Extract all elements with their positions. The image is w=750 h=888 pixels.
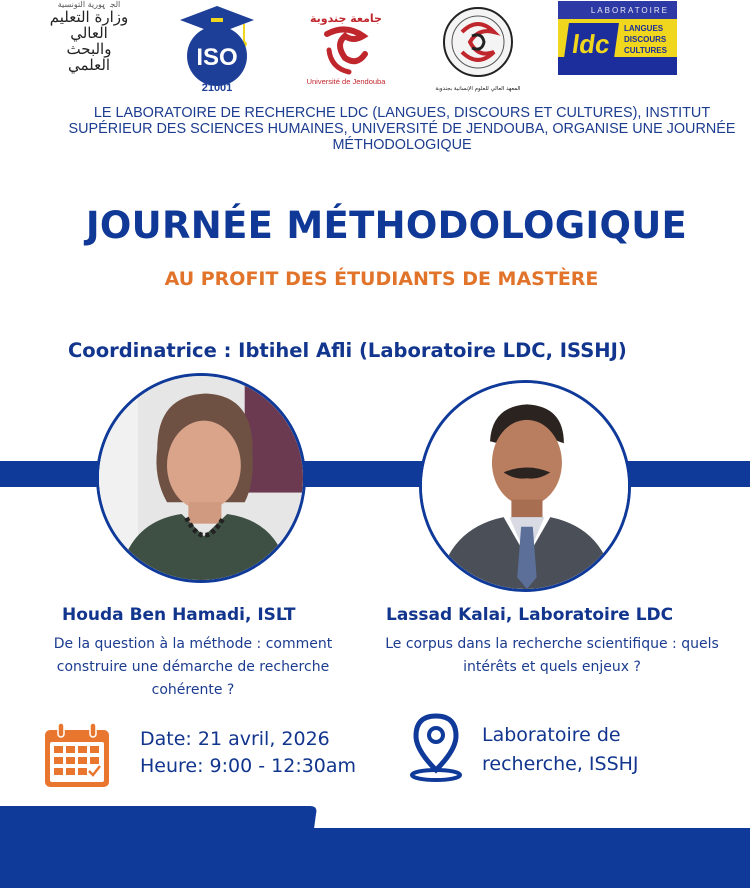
- event-subtitle: AU PROFIT DES ÉTUDIANTS DE MASTÈRE: [164, 268, 599, 290]
- ldc-word-2: DISCOURS: [624, 35, 667, 44]
- ldc-logo-mark: ldc: [563, 23, 619, 65]
- event-date: Date: 21 avril, 2026: [140, 728, 330, 750]
- iso-logo-text: ISO: [196, 44, 238, 71]
- ldc-word-3: CULTURES: [624, 46, 667, 55]
- speaker-name-2: Lassad Kalai, Laboratoire LDC: [386, 605, 674, 625]
- event-location: Laboratoire de recherche, ISSHJ: [482, 724, 639, 775]
- jendouba-logo-arabic: جامعة جندوبة: [310, 12, 382, 25]
- ministry-logo: [46, 0, 132, 74]
- ministry-logo-text-2: والبحث العلمي: [66, 39, 112, 74]
- location-pin-icon: [408, 712, 464, 782]
- iso-logo-number: 21001: [201, 82, 233, 92]
- event-title: JOURNÉE MÉTHODOLOGIQUE: [85, 204, 688, 247]
- universite-jendouba-logo: [305, 6, 387, 88]
- speaker-photo-lassad: [419, 380, 631, 592]
- iso-21001-logo: [178, 4, 256, 92]
- speaker-talk-1: De la question à la méthode : comment construire une démarche de recherche cohérente ?: [53, 636, 333, 698]
- isshj-logo: [432, 2, 524, 94]
- event-when: [140, 726, 356, 780]
- ministry-logo-text-1: وزارة التعليم العالي: [49, 7, 129, 42]
- footer-decoration: [0, 806, 750, 888]
- jendouba-logo-latin: Université de Jendouba: [306, 77, 386, 86]
- ldc-logo-words: [624, 23, 667, 56]
- speaker-photo-houda: [96, 373, 306, 583]
- intro-text: LE LABORATOIRE DE RECHERCHE LDC (LANGUES, DISCOURS ET CULTURES), INSTITUT SUPÉRIEUR DES SCIENCES HUMAINES, UNIVERSITÉ DE JENDOUBA, ORGANISE UNE JOURNÉE MÉTHODOLOGIQUE: [68, 105, 736, 153]
- speaker-name-1: Houda Ben Hamadi, ISLT: [62, 605, 296, 625]
- isshj-logo-caption: المعهد العالي للعلوم الإنسانية بجندوبة: [435, 86, 521, 92]
- ldc-laboratoire-logo: [558, 1, 677, 75]
- ldc-word-1: LANGUES: [624, 24, 664, 33]
- coordinator-line: Coordinatrice : Ibtihel Afli (Laboratoire LDC, ISSHJ): [68, 339, 627, 362]
- speaker-talk-2: Le corpus dans la recherche scientifique : quels intérêts et quels enjeux ?: [385, 636, 719, 675]
- calendar-icon: [42, 720, 112, 790]
- ldc-logo-banner: LABORATOIRE: [558, 1, 677, 19]
- ministry-logo-small-text: الجمهورية التونسية: [57, 0, 121, 9]
- event-time: Heure: 9:00 - 12:30am: [140, 755, 357, 777]
